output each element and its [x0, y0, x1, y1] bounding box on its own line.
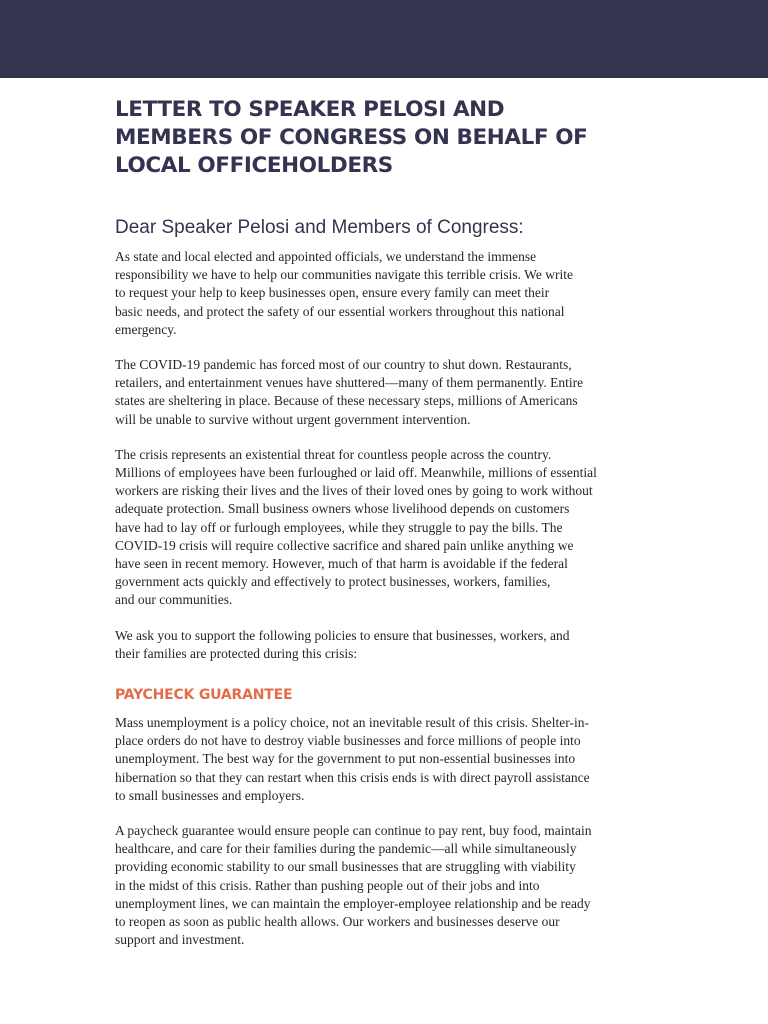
text-line: states are sheltering in place. Because of these necessary steps, millions of Americans — [115, 393, 578, 409]
text-line: Mass unemployment is a policy choice, not an inevitable result of this crisis. Shelter-in- — [115, 715, 590, 731]
text-line: place orders do not have to destroy viable businesses and force millions of people into — [115, 733, 581, 749]
paragraph-request — [115, 627, 660, 663]
title-line: LOCAL OFFICEHOLDERS — [115, 153, 393, 178]
text-line: responsibility we have to help our communities navigate this terrible crisis. We write — [115, 267, 573, 283]
text-line: Millions of employees have been furloughed or laid off. Meanwhile, millions of essential — [115, 465, 597, 481]
text-line: their families are protected during this crisis: — [115, 645, 358, 661]
text-line: to request your help to keep businesses open, ensure every family can meet their — [115, 285, 550, 301]
text-line: unemployment lines, we can maintain the employer-employee relationship and be ready — [115, 895, 591, 911]
text-line: have seen in recent memory. However, much of that harm is avoidable if the federal — [115, 556, 568, 572]
text-line: A paycheck guarantee would ensure people can continue to pay rent, buy food, maintain — [115, 823, 592, 839]
title-line: MEMBERS OF CONGRESS ON BEHALF OF — [115, 125, 588, 150]
text-line: healthcare, and care for their families during the pandemic—all while simultaneously — [115, 841, 577, 857]
text-line: COVID-19 crisis will require collective sacrifice and shared pain unlike anything we — [115, 537, 574, 553]
text-line: hibernation so that they can restart when this crisis ends is with direct payroll assistance — [115, 769, 590, 785]
section-heading-paycheck-guarantee: PAYCHECK GUARANTEE — [115, 687, 293, 704]
text-line: will be unable to survive without urgent government intervention. — [115, 411, 471, 427]
text-line: in the midst of this crisis. Rather than pushing people out of their jobs and into — [115, 877, 540, 893]
text-line: basic needs, and protect the safety of our essential workers throughout this national — [115, 303, 565, 319]
letter-title — [115, 96, 660, 180]
text-line: workers are risking their lives and the lives of their loved ones by going to work without — [115, 483, 593, 499]
paragraph-paycheck-guarantee — [115, 822, 660, 949]
title-line: LETTER TO SPEAKER PELOSI AND — [115, 97, 505, 122]
text-line: unemployment. The best way for the government to put non-essential businesses into — [115, 751, 576, 767]
text-line: providing economic stability to our small businesses that are struggling with viability — [115, 859, 576, 875]
text-line: government acts quickly and effectively to protect businesses, workers, families, — [115, 574, 551, 590]
text-line: The COVID-19 pandemic has forced most of our country to shut down. Restaurants, — [115, 357, 572, 373]
salutation: Dear Speaker Pelosi and Members of Congress: — [115, 217, 524, 238]
paragraph-crisis — [115, 446, 660, 610]
text-line: retailers, and entertainment venues have shuttered—many of them permanently. Entire — [115, 375, 584, 391]
letter-page — [115, 96, 660, 950]
text-line: We ask you to support the following policies to ensure that businesses, workers, and — [115, 627, 570, 643]
text-line: to reopen as soon as public health allows. Our workers and businesses deserve our — [115, 914, 560, 930]
paragraph-pandemic — [115, 356, 660, 429]
text-line: As state and local elected and appointed officials, we understand the immense — [115, 249, 537, 264]
text-line: support and investment. — [115, 932, 245, 948]
text-line: have had to lay off or furlough employees, while they struggle to pay the bills. The — [115, 519, 563, 535]
paragraph-unemployment — [115, 714, 660, 805]
paragraph-intro — [115, 248, 660, 339]
text-line: adequate protection. Small business owners whose livelihood depends on customers — [115, 501, 570, 517]
text-line: and our communities. — [115, 592, 233, 608]
text-line: emergency. — [115, 321, 177, 337]
header-band — [0, 0, 768, 78]
text-line: to small businesses and employers. — [115, 787, 305, 803]
text-line: The crisis represents an existential threat for countless people across the country. — [115, 446, 552, 462]
